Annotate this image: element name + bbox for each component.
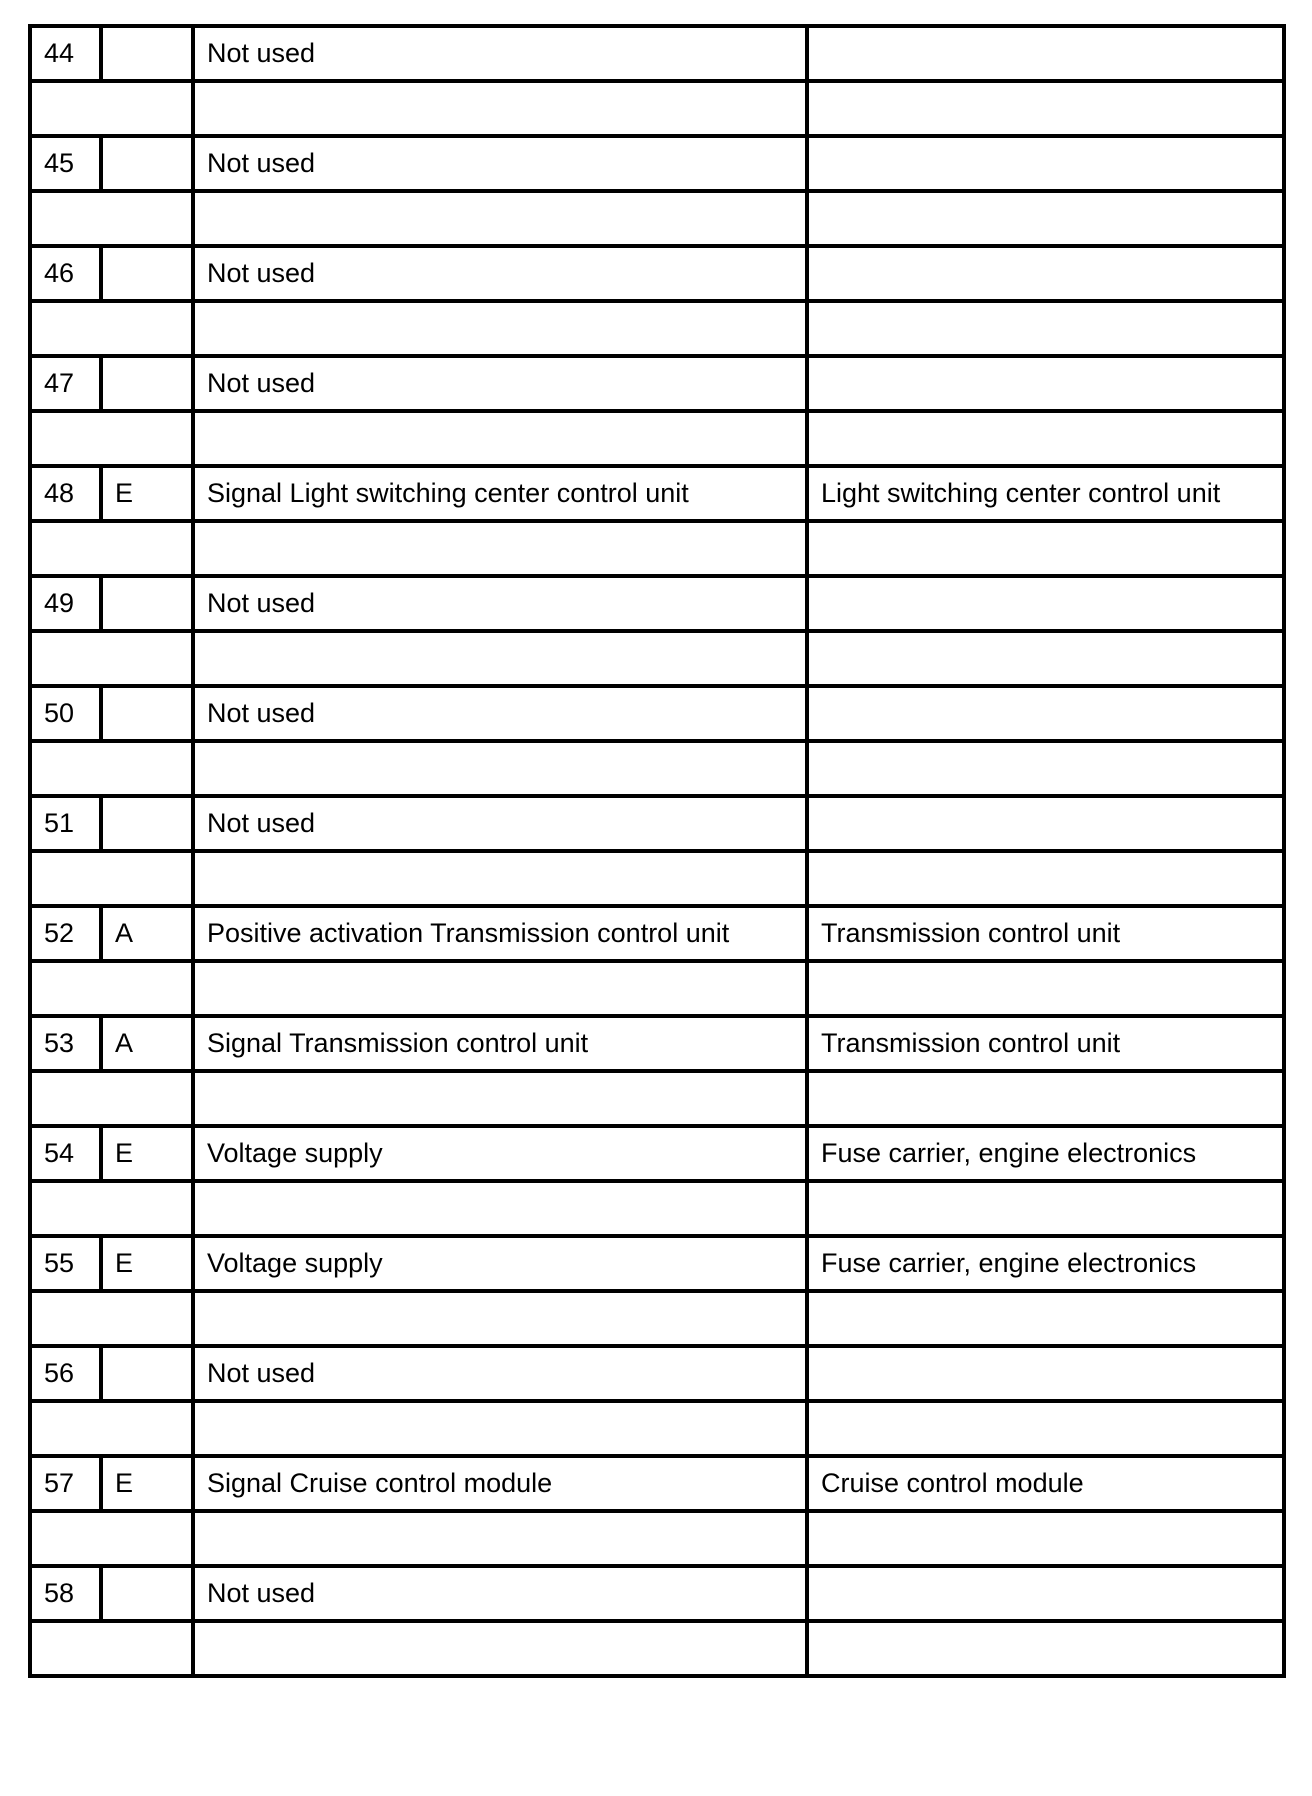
signal-direction-cell: [101, 356, 193, 411]
spacer-row: [30, 1291, 1284, 1346]
spacer-cell: [193, 961, 807, 1016]
spacer-cell: [193, 81, 807, 136]
pin-description-cell: Not used: [193, 356, 807, 411]
spacer-cell: [807, 521, 1284, 576]
spacer-cell: [30, 1621, 193, 1676]
connected-component-cell: Light switching center control unit: [807, 466, 1284, 521]
connected-component-cell: [807, 576, 1284, 631]
pin-number-cell: 45: [30, 136, 101, 191]
pin-number-cell: 57: [30, 1456, 101, 1511]
spacer-cell: [30, 191, 193, 246]
pin-number-cell: 50: [30, 686, 101, 741]
spacer-row: [30, 851, 1284, 906]
spacer-cell: [807, 81, 1284, 136]
spacer-cell: [30, 411, 193, 466]
spacer-cell: [807, 1401, 1284, 1456]
connected-component-cell: Cruise control module: [807, 1456, 1284, 1511]
spacer-cell: [30, 301, 193, 356]
connected-component-cell: Transmission control unit: [807, 1016, 1284, 1071]
spacer-row: [30, 1621, 1284, 1676]
spacer-cell: [807, 191, 1284, 246]
connected-component-cell: Fuse carrier, engine electronics: [807, 1236, 1284, 1291]
connected-component-cell: Transmission control unit: [807, 906, 1284, 961]
signal-direction-cell: [101, 576, 193, 631]
spacer-cell: [30, 741, 193, 796]
spacer-cell: [807, 1511, 1284, 1566]
pin-description-cell: Voltage supply: [193, 1126, 807, 1181]
signal-direction-cell: [101, 796, 193, 851]
spacer-cell: [193, 191, 807, 246]
signal-direction-cell: [101, 686, 193, 741]
connected-component-cell: [807, 136, 1284, 191]
spacer-cell: [30, 1291, 193, 1346]
pin-description-cell: Signal Light switching center control unit: [193, 466, 807, 521]
signal-direction-cell: A: [101, 906, 193, 961]
table-row: [30, 1456, 1284, 1511]
connected-component-cell: [807, 1566, 1284, 1621]
spacer-row: [30, 411, 1284, 466]
pin-description-cell: Signal Cruise control module: [193, 1456, 807, 1511]
signal-direction-cell: A: [101, 1016, 193, 1071]
spacer-row: [30, 81, 1284, 136]
pin-assignment-sheet: [28, 24, 1282, 1774]
pin-number-cell: 55: [30, 1236, 101, 1291]
spacer-cell: [807, 851, 1284, 906]
spacer-cell: [30, 1181, 193, 1236]
spacer-cell: [30, 81, 193, 136]
pin-number-cell: 48: [30, 466, 101, 521]
spacer-cell: [807, 631, 1284, 686]
signal-direction-cell: [101, 1566, 193, 1621]
table-row: [30, 136, 1284, 191]
table-row: [30, 686, 1284, 741]
table-row: [30, 246, 1284, 301]
spacer-cell: [193, 631, 807, 686]
spacer-cell: [193, 1071, 807, 1126]
pin-table-body: [30, 26, 1284, 1676]
spacer-cell: [193, 851, 807, 906]
table-row: [30, 1346, 1284, 1401]
pin-number-cell: 51: [30, 796, 101, 851]
spacer-cell: [30, 961, 193, 1016]
spacer-cell: [30, 1511, 193, 1566]
spacer-cell: [193, 1401, 807, 1456]
spacer-cell: [30, 851, 193, 906]
spacer-cell: [193, 1511, 807, 1566]
pin-description-cell: Not used: [193, 686, 807, 741]
pin-description-cell: Not used: [193, 136, 807, 191]
pin-number-cell: 53: [30, 1016, 101, 1071]
table-row: [30, 356, 1284, 411]
table-row: [30, 1566, 1284, 1621]
spacer-row: [30, 191, 1284, 246]
table-row: [30, 906, 1284, 961]
spacer-cell: [193, 1181, 807, 1236]
table-row: [30, 466, 1284, 521]
signal-direction-cell: E: [101, 1236, 193, 1291]
spacer-cell: [807, 1181, 1284, 1236]
spacer-row: [30, 1511, 1284, 1566]
spacer-cell: [193, 741, 807, 796]
spacer-row: [30, 521, 1284, 576]
connected-component-cell: Fuse carrier, engine electronics: [807, 1126, 1284, 1181]
spacer-row: [30, 631, 1284, 686]
connected-component-cell: [807, 246, 1284, 301]
pin-number-cell: 56: [30, 1346, 101, 1401]
pin-number-cell: 49: [30, 576, 101, 631]
spacer-cell: [807, 1071, 1284, 1126]
spacer-cell: [193, 521, 807, 576]
signal-direction-cell: E: [101, 466, 193, 521]
pin-number-cell: 47: [30, 356, 101, 411]
table-row: [30, 1236, 1284, 1291]
spacer-cell: [30, 631, 193, 686]
connected-component-cell: [807, 356, 1284, 411]
spacer-cell: [807, 961, 1284, 1016]
connected-component-cell: [807, 686, 1284, 741]
table-row: [30, 1016, 1284, 1071]
table-row: [30, 796, 1284, 851]
spacer-cell: [193, 1621, 807, 1676]
pin-description-cell: Not used: [193, 576, 807, 631]
signal-direction-cell: E: [101, 1456, 193, 1511]
connected-component-cell: [807, 796, 1284, 851]
spacer-cell: [807, 301, 1284, 356]
spacer-row: [30, 1401, 1284, 1456]
pin-description-cell: Not used: [193, 246, 807, 301]
connected-component-cell: [807, 1346, 1284, 1401]
spacer-row: [30, 1071, 1284, 1126]
spacer-cell: [807, 741, 1284, 796]
pin-description-cell: Not used: [193, 26, 807, 81]
table-row: [30, 1126, 1284, 1181]
spacer-cell: [807, 1291, 1284, 1346]
pin-number-cell: 54: [30, 1126, 101, 1181]
pin-description-cell: Signal Transmission control unit: [193, 1016, 807, 1071]
spacer-cell: [193, 411, 807, 466]
pin-assignment-table: [28, 24, 1286, 1678]
pin-number-cell: 52: [30, 906, 101, 961]
signal-direction-cell: [101, 1346, 193, 1401]
pin-description-cell: Not used: [193, 796, 807, 851]
pin-number-cell: 58: [30, 1566, 101, 1621]
signal-direction-cell: [101, 26, 193, 81]
spacer-cell: [807, 411, 1284, 466]
pin-number-cell: 46: [30, 246, 101, 301]
signal-direction-cell: [101, 246, 193, 301]
table-row: [30, 26, 1284, 81]
pin-description-cell: Positive activation Transmission control unit: [193, 906, 807, 961]
pin-description-cell: Voltage supply: [193, 1236, 807, 1291]
connected-component-cell: [807, 26, 1284, 81]
pin-number-cell: 44: [30, 26, 101, 81]
spacer-row: [30, 301, 1284, 356]
spacer-cell: [30, 1071, 193, 1126]
table-row: [30, 576, 1284, 631]
pin-description-cell: Not used: [193, 1566, 807, 1621]
signal-direction-cell: E: [101, 1126, 193, 1181]
spacer-row: [30, 741, 1284, 796]
spacer-cell: [807, 1621, 1284, 1676]
spacer-row: [30, 1181, 1284, 1236]
signal-direction-cell: [101, 136, 193, 191]
spacer-cell: [30, 1401, 193, 1456]
pin-description-cell: Not used: [193, 1346, 807, 1401]
spacer-cell: [193, 1291, 807, 1346]
spacer-cell: [193, 301, 807, 356]
spacer-row: [30, 961, 1284, 1016]
spacer-cell: [30, 521, 193, 576]
